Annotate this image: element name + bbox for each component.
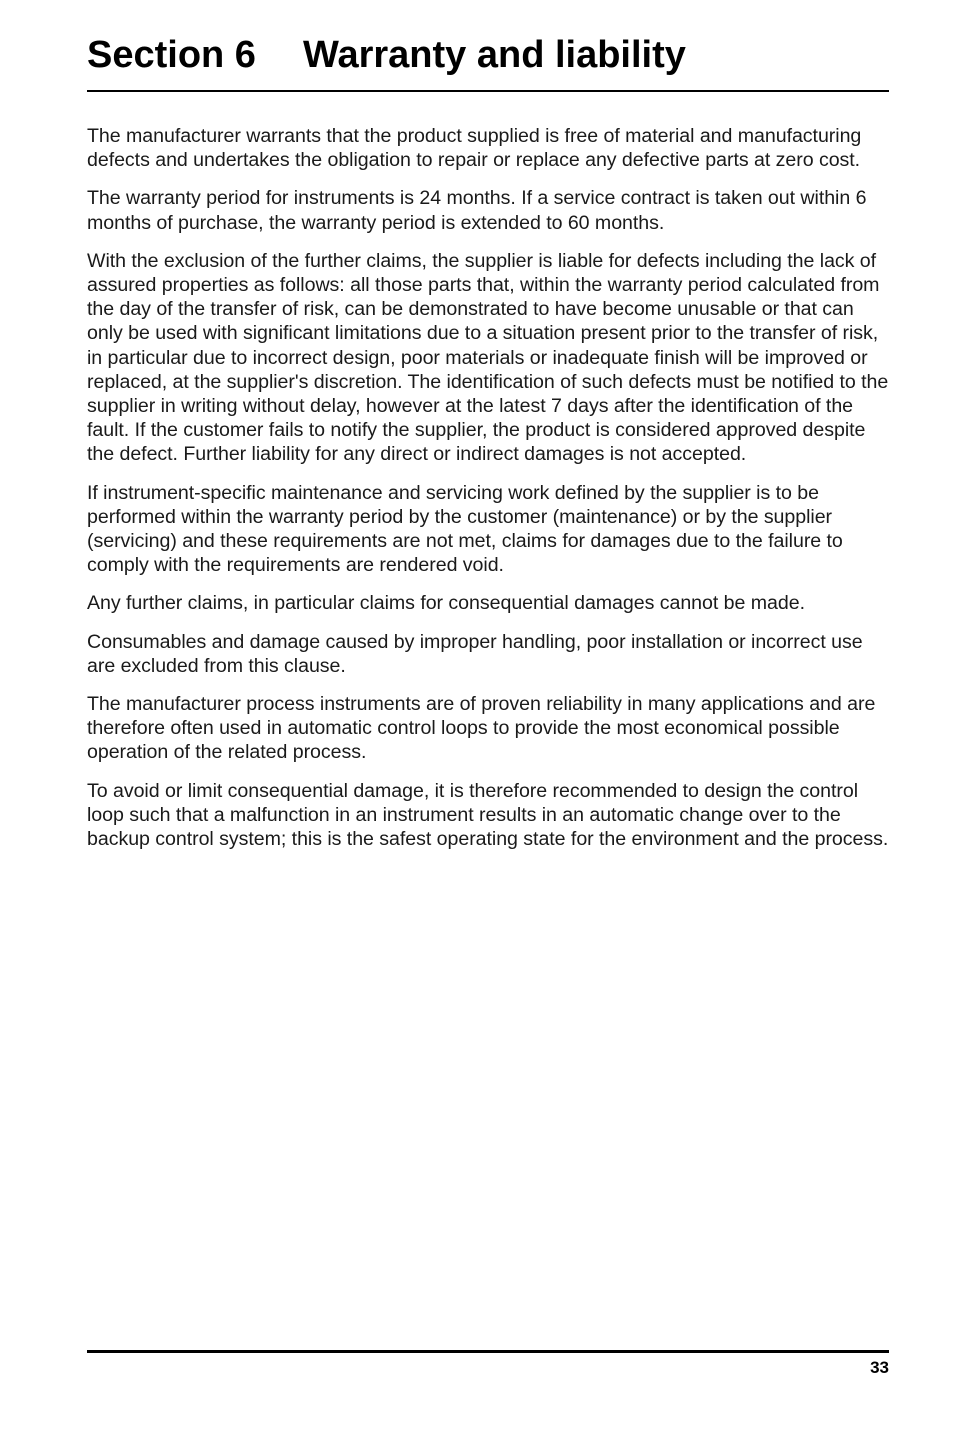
paragraph-consumables: Consumables and damage caused by improper handling, poor installation or incorrect use are excluded from this clause. (87, 630, 863, 677)
paragraph-consequential-damage: To avoid or limit consequential damage, it is therefore recommended to design the control loop such that a malfunction in an instrument results in an automatic change over to the backup control system; this is the safest operating state for the environment and the process. (87, 779, 889, 851)
document-page (87, 0, 889, 1434)
paragraph-supplier-liability: With the exclusion of the further claims, the supplier is liable for defects including the lack of assured properties as follows: all those parts that, within the warranty period calculated from the day of the transfer of risk, can be demonstrated to have become unusable or that can only be used with significant limitations due to a situation present prior to the transfer of risk, in particular due to incorrect design, poor materials or inadequate finish will be improved or replaced, at the supplier's discretion. The identification of such defects must be notified to the supplier in writing without delay, however at the latest 7 days after the identification of the fault. If the customer fails to notify the supplier, the product is considered approved despite the defect. Further liability for any direct or indirect damages is not accepted. (87, 249, 889, 466)
body-text (87, 124, 889, 865)
paragraph-reliability: The manufacturer process instruments are of proven reliability in many applications and are therefore often used in automatic control loops to provide the most economical possible operation of the related process. (87, 693, 876, 764)
footer-divider (87, 1350, 889, 1353)
section-title: Warranty and liability (303, 34, 686, 76)
page-number: 33 (870, 1358, 889, 1377)
section-header (87, 30, 889, 92)
paragraph-warranty-period: The warranty period for instruments is 24 months. If a service contract is taken out within 6 months of purchase, the warranty period is extended to 60 months. (87, 187, 867, 234)
paragraph-further-claims: Any further claims, in particular claims for consequential damages cannot be made. (87, 592, 805, 615)
paragraph-maintenance-servicing: If instrument-specific maintenance and servicing work defined by the supplier is to be performed within the warranty period by the customer (maintenance) or by the supplier (servicing) and these requirements are not met, claims for damages due to the failure to comply with the requirements are rendered void. (87, 481, 843, 577)
paragraph-warranty-defects: The manufacturer warrants that the product supplied is free of material and manufacturing defects and undertakes the obligation to repair or replace any defective parts at zero cost. (87, 125, 862, 172)
section-number: Section 6 (87, 34, 256, 76)
